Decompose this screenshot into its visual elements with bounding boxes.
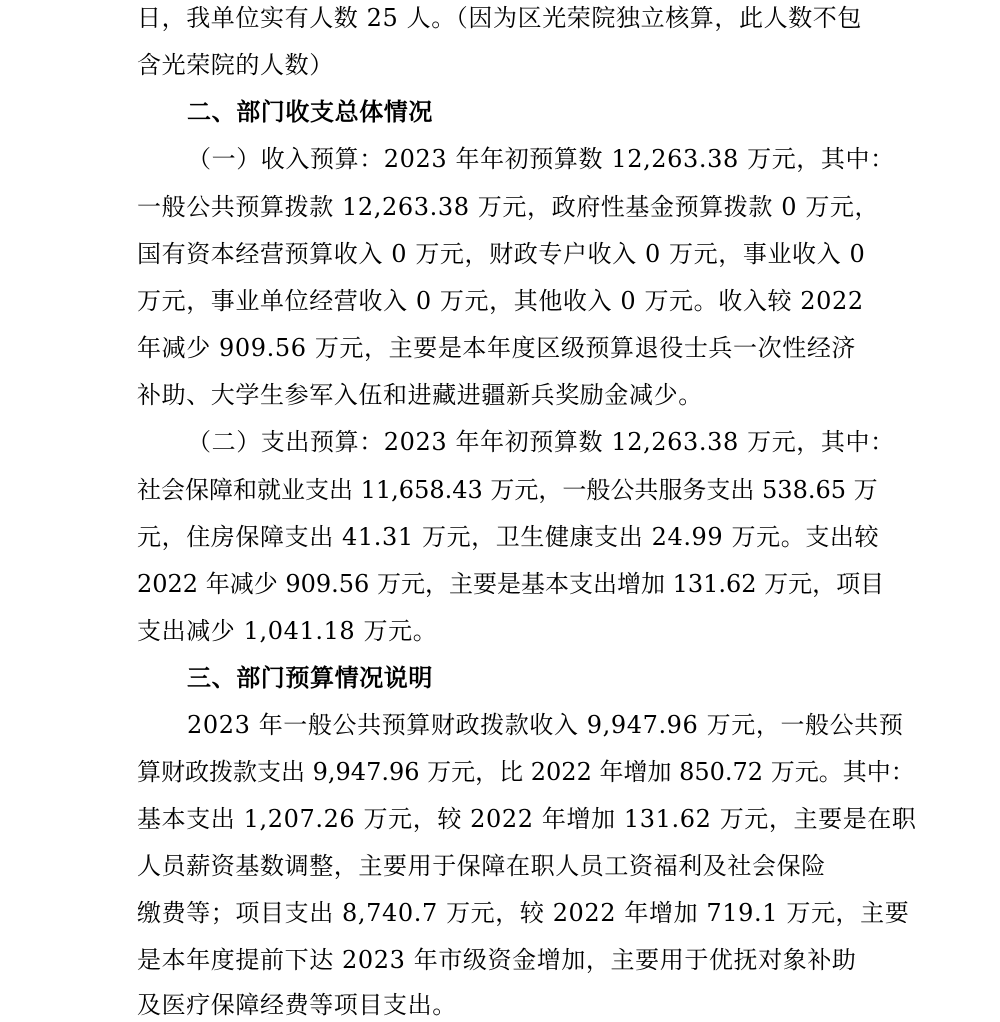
body-line: 支出减少 1,041.18 万元。 [137,617,438,645]
paragraph-start-expense: （二）支出预算：2023 年年初预算数 12,263.38 万元，其中： [187,428,895,456]
body-line: 万元，事业单位经营收入 0 万元，其他收入 0 万元。收入较 2022 [137,287,864,315]
body-line: 社会保障和就业支出 11,658.43 万元，一般公共服务支出 538.65 万 [137,476,878,504]
body-line: 日，我单位实有人数 25 人。（因为区光荣院独立核算，此人数不包 [137,4,862,32]
body-line: 及医疗保障经费等项目支出。 [137,991,457,1019]
body-line: 算财政拨款支出 9,947.96 万元，比 2022 年增加 850.72 万元。其中： [137,758,915,786]
body-line: 2022 年减少 909.56 万元，主要是基本支出增加 131.62 万元，项目 [137,570,885,598]
body-line: 补助、大学生参军入伍和进藏进疆新兵奖励金减少。 [137,381,703,409]
body-line: 基本支出 1,207.26 万元，较 2022 年增加 131.62 万元，主要是在职 [137,805,917,833]
body-line: 人员薪资基数调整，主要用于保障在职人员工资福利及社会保险 [137,852,826,880]
body-line: 国有资本经营预算收入 0 万元，财政专户收入 0 万元，事业收入 0 [137,240,866,268]
section-heading-2: 二、部门收支总体情况 [187,97,433,126]
body-line: 元，住房保障支出 41.31 万元，卫生健康支出 24.99 万元。支出较 [137,523,880,551]
section-heading-3: 三、部门预算情况说明 [187,663,433,692]
body-line: 是本年度提前下达 2023 年市级资金增加，主要用于优抚对象补助 [137,946,857,974]
body-line: 一般公共预算拨款 12,263.38 万元，政府性基金预算拨款 0 万元， [137,193,880,221]
body-line: 缴费等；项目支出 8,740.7 万元，较 2022 年增加 719.1 万元，主要 [137,899,910,927]
body-line: 含光荣院的人数） [137,51,334,79]
body-line: 年减少 909.56 万元，主要是本年度区级预算退役士兵一次性经济 [137,334,857,362]
paragraph-start-budget: 2023 年一般公共预算财政拨款收入 9,947.96 万元，一般公共预 [187,711,904,739]
paragraph-start-income: （一）收入预算：2023 年年初预算数 12,263.38 万元，其中： [187,145,895,173]
